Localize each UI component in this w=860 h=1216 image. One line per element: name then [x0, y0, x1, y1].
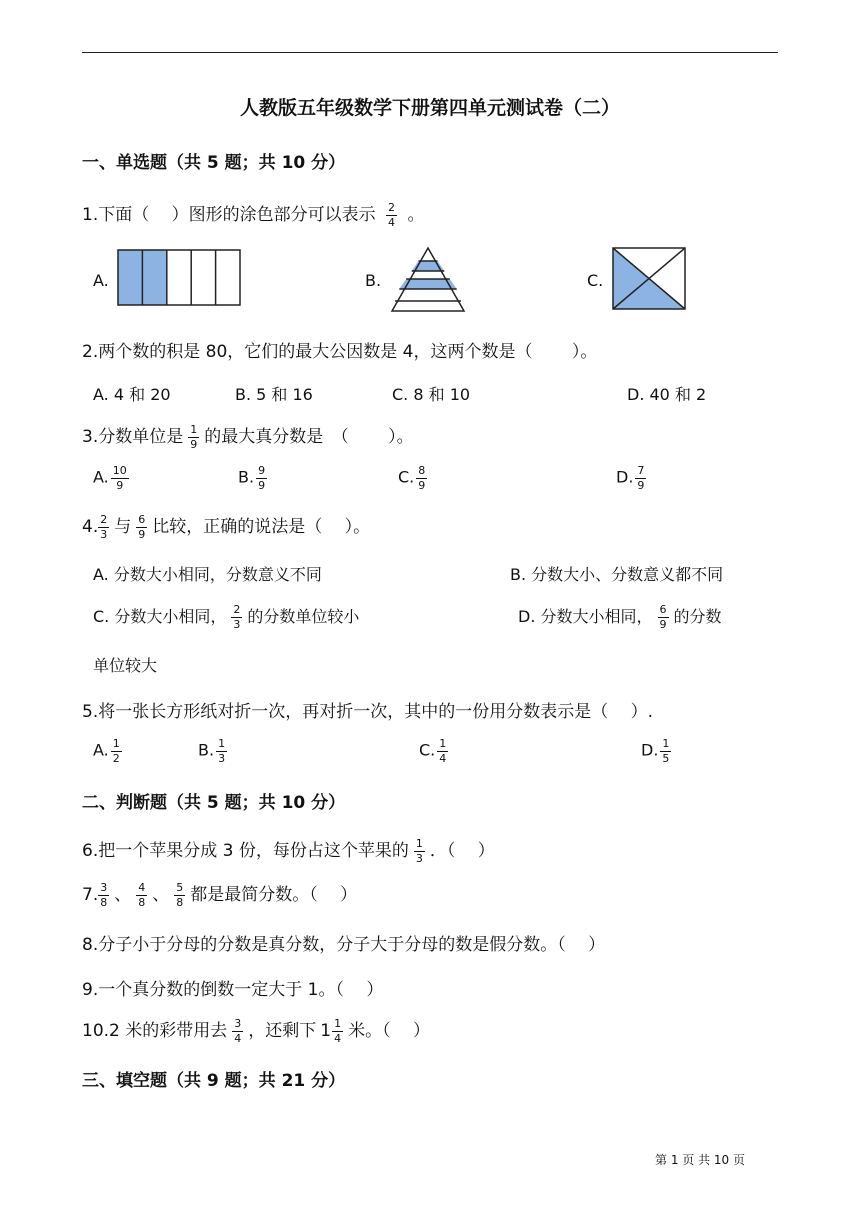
section-heading-single-choice: 一、单选题（共 5 题；共 10 分） — [82, 153, 346, 173]
q3-option-b: B. $\frac{9}{9}$ — [238, 464, 266, 492]
q1-option-b-label: B. — [365, 271, 382, 290]
q3-option-c: C. $\frac{8}{9}$ — [398, 464, 426, 492]
q1-option-a-label: A. — [93, 271, 109, 290]
fraction: $\frac{1}{3}$ — [218, 737, 226, 765]
fraction: $\frac{1}{9}$ — [190, 422, 198, 451]
q4-option-d-wrap: 单位较大 — [93, 656, 158, 675]
fraction: $\frac{3}{4}$ — [234, 1016, 242, 1045]
fraction: $\frac{1}{5}$ — [662, 737, 670, 765]
question-8: 8.分子小于分母的分数是真分数，分子大于分母的数是假分数。（ ） — [82, 935, 606, 955]
question-1-text: 1.下面（ ）图形的涂色部分可以表示 — [82, 205, 376, 225]
q5-option-a: A. $\frac{1}{2}$ — [93, 737, 120, 765]
question-9: 9.一个真分数的倒数一定大于 1。（ ） — [82, 980, 384, 1000]
question-6: 6.把一个苹果分成 3 份，每份占这个苹果的 $\frac{1}{3}$ ．（ ） — [82, 836, 495, 865]
question-10: 10.2 米的彩带用去 $\frac{3}{4}$ ，还剩下 1 $\frac{1}{4}$ 米。（ ） — [82, 1016, 430, 1045]
q3-option-a: A. $\frac{10}{9}$ — [93, 464, 127, 492]
fraction: $\frac{10}{9}$ — [112, 464, 127, 492]
question-4: 4. $\frac{2}{3}$ 与 $\frac{6}{9}$ 比较，正确的说法是（ ）。 — [82, 512, 371, 541]
q5-option-d: D. $\frac{1}{5}$ — [641, 737, 670, 765]
fraction: $\frac{1}{3}$ — [415, 836, 423, 865]
fraction: $\frac{2}{3}$ — [100, 512, 108, 541]
shaded-part — [142, 250, 166, 305]
q1-option-c-figure — [612, 247, 686, 311]
fraction: $\frac{8}{9}$ — [418, 464, 426, 492]
fraction: $\frac{7}{9}$ — [637, 464, 645, 492]
header-rule — [82, 52, 778, 53]
q1-option-c-label: C. — [587, 271, 604, 290]
q2-option-a: A. 4 和 20 — [93, 385, 171, 404]
page-title: 人教版五年级数学下册第四单元测试卷（二） — [239, 97, 620, 119]
question-7: 7. $\frac{3}{8}$ 、 $\frac{4}{8}$ 、 $\frac{5}{8}$ 都是最简分数。（ ） — [82, 880, 358, 909]
fraction: $\frac{6}{9}$ — [659, 603, 667, 631]
q4-option-d: D. 分数大小相同， $\frac{6}{9}$ 的分数 — [518, 603, 722, 631]
fraction: $\frac{1}{4}$ — [439, 737, 447, 765]
page-footer: 第 1 页 共 10 页 — [655, 1153, 745, 1167]
q2-option-d: D. 40 和 2 — [627, 385, 707, 404]
section-heading-true-false: 二、判断题（共 5 题；共 10 分） — [82, 793, 346, 813]
fraction: $\frac{9}{9}$ — [258, 464, 266, 492]
q5-option-c: C. $\frac{1}{4}$ — [419, 737, 447, 765]
fraction: $\frac{2}{3}$ — [233, 603, 241, 631]
q4-option-a: A. 分数大小相同，分数意义不同 — [93, 565, 322, 584]
question-3: 3.分数单位是 $\frac{1}{9}$ 的最大真分数是 （ ）。 — [82, 422, 414, 451]
question-5: 5.将一张长方形纸对折一次，再对折一次，其中的一份用分数表示是（ ）. — [82, 702, 654, 722]
fraction: $\frac{1}{2}$ — [112, 737, 120, 765]
q4-option-b: B. 分数大小、分数意义都不同 — [510, 565, 724, 584]
q4-option-c: C. 分数大小相同， $\frac{2}{3}$ 的分数单位较小 — [93, 603, 360, 631]
section-heading-fill-in: 三、填空题（共 9 题；共 21 分） — [82, 1071, 346, 1091]
q2-option-b: B. 5 和 16 — [235, 385, 313, 404]
q5-option-b: B. $\frac{1}{3}$ — [198, 737, 226, 765]
q1-option-b-figure — [390, 245, 466, 315]
q1-option-a-figure — [117, 249, 243, 307]
fraction: $\frac{2}{4}$ — [388, 200, 396, 229]
q3-option-d: D. $\frac{7}{9}$ — [616, 464, 645, 492]
shaded-part — [118, 250, 142, 305]
fraction: $\frac{1}{4}$ — [334, 1016, 342, 1045]
q2-option-c: C. 8 和 10 — [392, 385, 471, 404]
question-2: 2.两个数的积是 80，它们的最大公因数是 4，这两个数是（ ）。 — [82, 342, 598, 362]
fraction: $\frac{4}{8}$ — [138, 880, 146, 909]
question-1: 1.下面（ ）图形的涂色部分可以表示 $\frac{2}{4}$ 。 — [82, 200, 425, 229]
fraction: $\frac{6}{9}$ — [138, 512, 146, 541]
fraction: $\frac{3}{8}$ — [100, 880, 108, 909]
fraction: $\frac{5}{8}$ — [176, 880, 184, 909]
